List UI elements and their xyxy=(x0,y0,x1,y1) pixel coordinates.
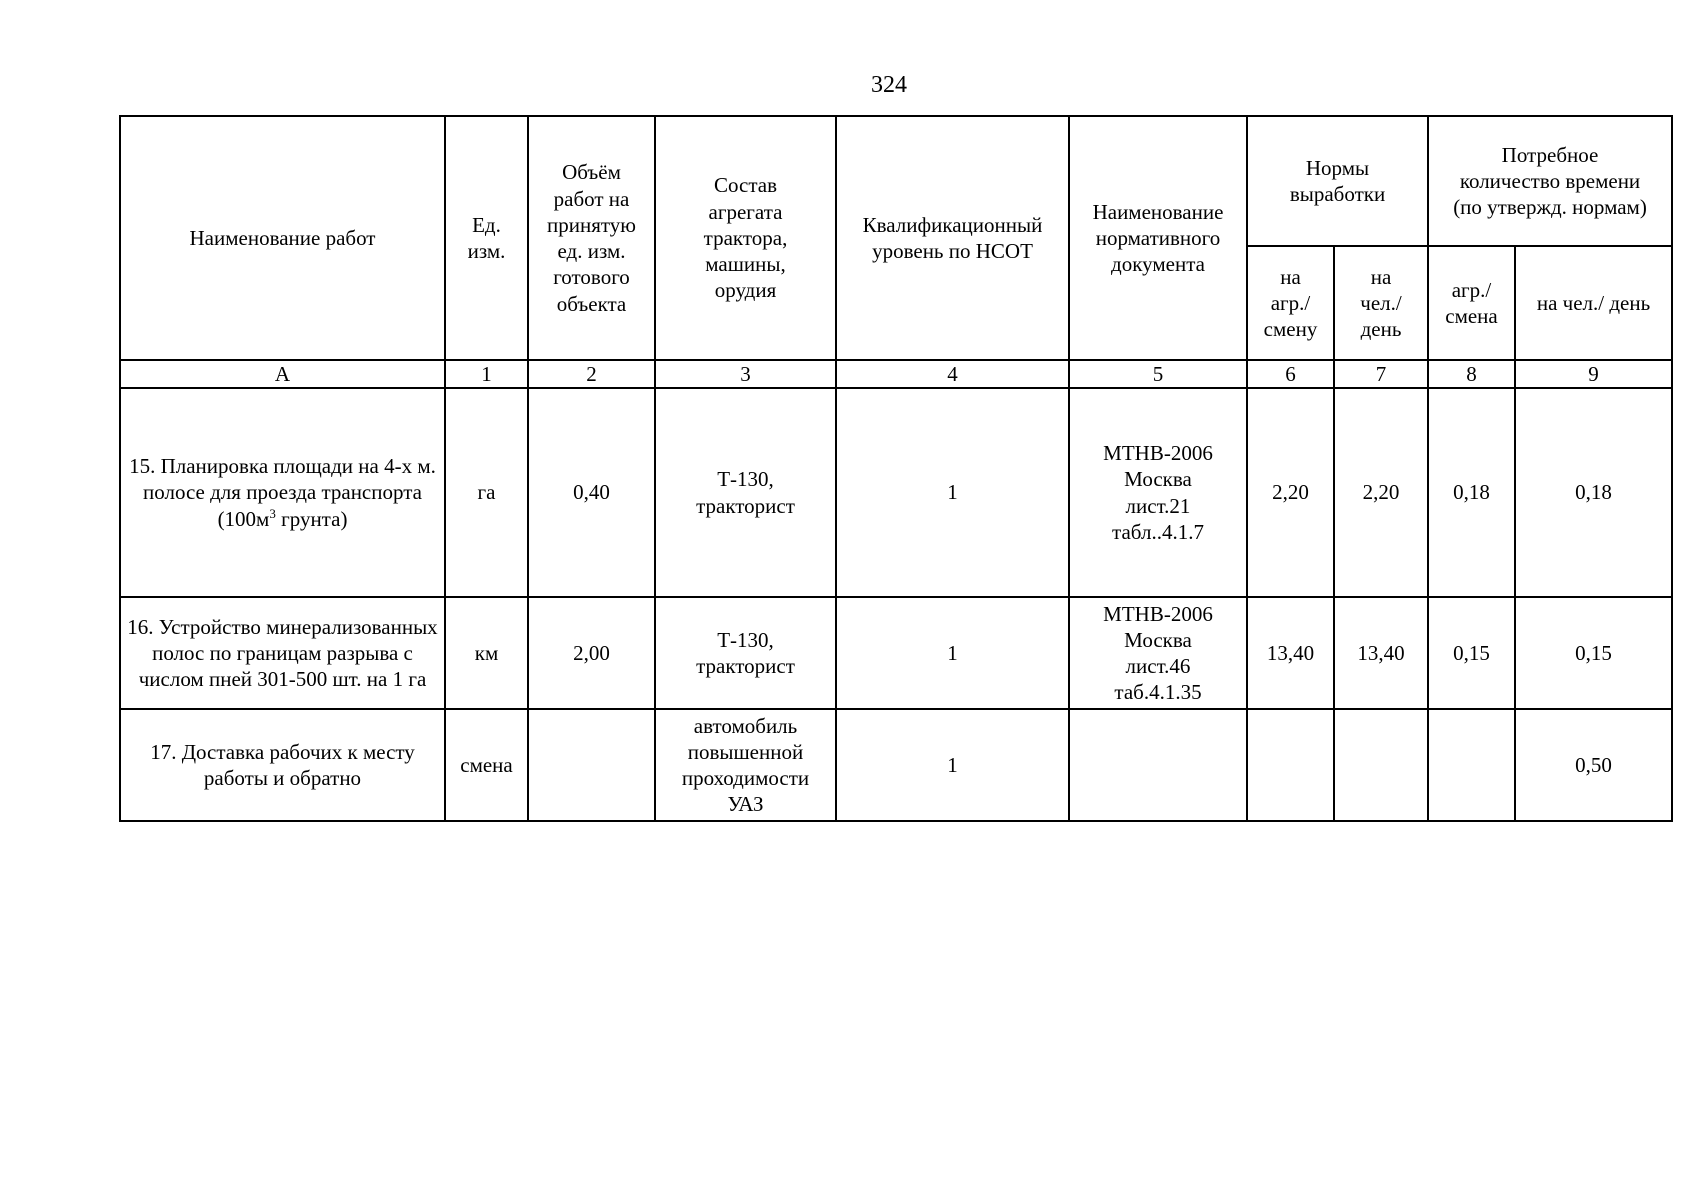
document-cell xyxy=(1069,709,1247,821)
page-number: 324 xyxy=(871,72,907,98)
time-person-day-cell: 0,50 xyxy=(1515,709,1672,821)
column-number: 3 xyxy=(655,360,836,388)
norm-person-day-cell xyxy=(1334,709,1428,821)
time-person-day-cell: 0,18 xyxy=(1515,388,1672,597)
composition-cell: автомобиль повышенной проходимости УАЗ xyxy=(655,709,836,821)
header-norm-person-day: на чел./ день xyxy=(1334,246,1428,360)
level-cell: 1 xyxy=(836,388,1069,597)
norm-unit-shift-cell xyxy=(1247,709,1334,821)
column-number: 7 xyxy=(1334,360,1428,388)
column-number-row xyxy=(120,360,1672,388)
table-header-row xyxy=(120,116,1672,246)
table-row xyxy=(120,597,1672,709)
column-number: 5 xyxy=(1069,360,1247,388)
column-number: 8 xyxy=(1428,360,1515,388)
volume-cell: 2,00 xyxy=(528,597,655,709)
norm-person-day-cell: 13,40 xyxy=(1334,597,1428,709)
work-name-text-end: грунта) xyxy=(275,506,348,531)
time-unit-shift-cell: 0,18 xyxy=(1428,388,1515,597)
header-output-norms: Нормы выработки xyxy=(1247,116,1428,246)
norm-unit-shift-cell: 13,40 xyxy=(1247,597,1334,709)
work-norms-table xyxy=(119,115,1673,822)
work-name-cell: 16. Устройство минерализованных полос по границам разрыва с числом пней 301-500 шт. на 1 га xyxy=(120,597,445,709)
header-composition: Состав агрегата трактора, машины, орудия xyxy=(655,116,836,360)
header-qualification-level: Квалификационный уровень по НСОТ xyxy=(836,116,1069,360)
column-number: 9 xyxy=(1515,360,1672,388)
header-norm-unit-shift: на агр./ смену xyxy=(1247,246,1334,360)
column-number: 6 xyxy=(1247,360,1334,388)
time-person-day-cell: 0,15 xyxy=(1515,597,1672,709)
column-number: А xyxy=(120,360,445,388)
header-required-time: Потребное количество времени (по утвержд. нормам) xyxy=(1428,116,1672,246)
composition-cell: Т-130, тракторист xyxy=(655,597,836,709)
header-normative-document: Наименование нормативного документа xyxy=(1069,116,1247,360)
superscript: 3 xyxy=(269,505,276,521)
work-name-cell xyxy=(120,388,445,597)
level-cell: 1 xyxy=(836,709,1069,821)
level-cell: 1 xyxy=(836,597,1069,709)
column-number: 2 xyxy=(528,360,655,388)
unit-cell: га xyxy=(445,388,528,597)
composition-cell: Т-130, тракторист xyxy=(655,388,836,597)
norm-unit-shift-cell: 2,20 xyxy=(1247,388,1334,597)
time-unit-shift-cell: 0,15 xyxy=(1428,597,1515,709)
column-number: 4 xyxy=(836,360,1069,388)
volume-cell: 0,40 xyxy=(528,388,655,597)
work-name-cell: 17. Доставка рабочих к месту работы и обратно xyxy=(120,709,445,821)
document-cell: МТНВ-2006 Москва лист.21 табл..4.1.7 xyxy=(1069,388,1247,597)
volume-cell xyxy=(528,709,655,821)
header-time-unit-shift: агр./ смена xyxy=(1428,246,1515,360)
unit-cell: смена xyxy=(445,709,528,821)
document-cell: МТНВ-2006 Москва лист.46 таб.4.1.35 xyxy=(1069,597,1247,709)
header-volume: Объём работ на принятую ед. изм. готового объекта xyxy=(528,116,655,360)
header-time-person-day: на чел./ день xyxy=(1515,246,1672,360)
unit-cell: км xyxy=(445,597,528,709)
header-unit: Ед. изм. xyxy=(445,116,528,360)
time-unit-shift-cell xyxy=(1428,709,1515,821)
norm-person-day-cell: 2,20 xyxy=(1334,388,1428,597)
table-row xyxy=(120,388,1672,597)
column-number: 1 xyxy=(445,360,528,388)
header-work-name: Наименование работ xyxy=(120,116,445,360)
work-name-text: 15. Планировка площади на 4-х м. полосе для проезда транспорта (100м xyxy=(129,454,436,531)
table-row xyxy=(120,709,1672,821)
